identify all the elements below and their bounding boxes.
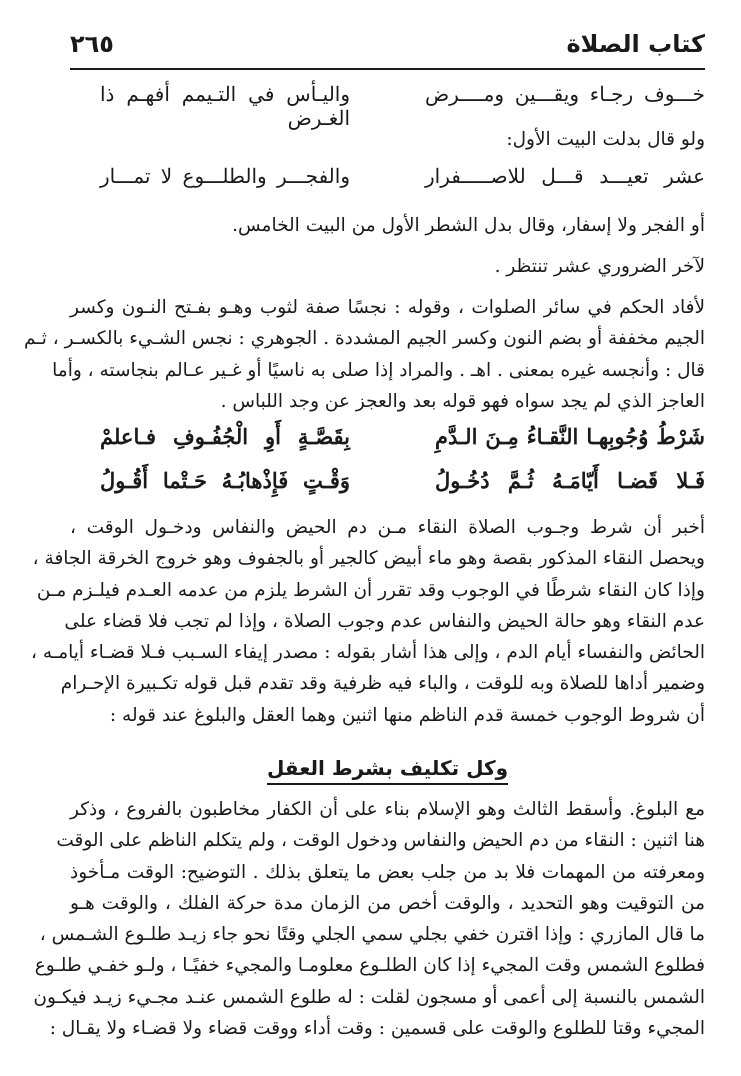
text-line: مع البلوغ. وأسقط الثالث وهو الإسلام بناء على أن الكفار مخاطبون بالفروع ، وذكر: [70, 799, 705, 820]
text-line: قال : وأنجسه غيره بمعنى . اهـ . والمراد إذا صلى به ناسيًا أو غـير عـالم بنجاسته ، وأما: [52, 359, 705, 381]
poem-verse: [70, 420, 705, 464]
text-line: وضمير أداها للصلاة وبه للوقت ، والباء فيه ظرفية وقد تقدم قبل قوله تكـبيرة الإحـرام: [60, 673, 705, 695]
text-line: وإذا كان النقاء شرطًا في الوجوب وقد تقرر أن الشرط يلزم من عدمه العـدم فيلـزم مـن: [36, 579, 705, 601]
page-number: ٢٦٥: [70, 30, 114, 58]
text-line: العاجز الذي لم يجد سواه فهو قوله بعد والعجز عن وجد اللباس .: [220, 390, 705, 412]
text-line: المجيء وقتا للطلوع والوقت على قسمين : وقت أداء ووقت قضاء ولا قضـاء ولا يقـال :: [49, 1018, 705, 1040]
text-line: هنا اثنين : النقاء من دم الحيض والنفاس ودخول الوقت ، ولم يتكلم الناظم على الوقت: [56, 830, 705, 852]
paragraph-6: [33, 794, 705, 1044]
text-line: ومعرفته من المهمات فلا بد من جلب بعض ما يتعلق بذلك . التوضيح: الوقت مـأخوذ: [70, 861, 705, 883]
poem-verse-2-hemistich-1: فَـلا قَضـا أَيّامَـهُ ثُـمَّ دُخُـولُ: [435, 468, 705, 493]
paragraph-5: [31, 512, 705, 731]
text-line: ما قال المازري : وإذا اقترن خفي بجلي سمي الجلي وقتًا نحو جاء زيـد طلـوع الشـمس ،: [39, 924, 705, 946]
poem-verse-1-hemistich-1: شَرْطُ وُجُوبِهـا النَّقـاءُ مِـنَ الـدَّمِ: [435, 424, 705, 449]
verse-2-hemistich-2: والفجـــر والطلـــوع لا تمـــار: [100, 164, 350, 188]
verse-1-hemistich-1: خـــوف رجـاء ويقـــين ومــــرض: [425, 82, 705, 106]
section-heading: [70, 756, 705, 792]
poem-verse-2-hemistich-2: وَقْـتٍ فَإِذْهابُـهُ حَـتْما أَقُـولُ: [100, 468, 350, 493]
paragraph-1: [70, 124, 705, 155]
book-title: كتاب الصلاة: [566, 30, 705, 58]
paragraph-4: [23, 292, 705, 417]
poem: [70, 420, 705, 508]
verse-1: [70, 78, 705, 130]
paragraph-3: [70, 251, 705, 282]
text-line: أن شروط الوجوب خمسة قدم الناظم منها اثنين وهما العقل والبلوغ عند قوله :: [109, 704, 705, 726]
paragraph-2: [70, 210, 705, 241]
poem-verse: [70, 464, 705, 508]
text-line: فطلوع الشمس وقت المجيء إذا كان الطلـوع معلومـا والمجيء خفيًـا ، ولـو خفـي طلـوع: [34, 955, 705, 977]
verse-2-hemistich-1: عشر تعيـــد قـــل للاصـــــفرار: [425, 164, 705, 188]
text-line: لآخر الضروري عشر تنتظر .: [494, 256, 705, 277]
text-line: الجيم مخففة أو بضم النون وكسر الجيم المشددة . الجوهري : نجس الشـيء بالكسـر ، ثـم: [23, 328, 705, 350]
section-heading-text: وكل تكليف بشرط العقل: [267, 756, 508, 785]
text-line: ويحصل النقاء المذكور بقصة وهو ماء أبيض كالجير أو بالجفوف وهو خروج الخرقة الجافة ،: [32, 548, 705, 570]
text-line: من التوقيت وهو التحديد ، والوقت أخص من الزمان مدة حركة الفلك ، والوقت هـو: [70, 892, 705, 914]
text-line: ولو قال بدلت البيت الأول:: [506, 129, 705, 150]
poem-verse-1-hemistich-2: بِقَصَّـةٍ أَوِ الْجُفُـوفِ فـاعلمْ: [100, 424, 350, 449]
text-line: الشمس بالنسبة إلى أعمى أو مسجون لقلت : له طلوع الشمس عنـد مجـيء زيـد فيكـون: [33, 986, 705, 1008]
verse-1-hemistich-2: واليـأس في التـيمم أفهـم ذا الغـرض: [100, 82, 350, 130]
text-line: أخبر أن شرط وجـوب الصلاة النقاء مـن دم الحيض والنفاس ودخـول الوقت ،: [70, 517, 705, 538]
text-line: لأفاد الحكم في سائر الصلوات ، وقوله : نجسًا صفة لثوب وهـو بفـتح النـون وكسر: [70, 297, 705, 318]
page-header: [70, 28, 705, 70]
text-line: عدم النقاء وهو حالة الحيض والنفاس عدم وجوب الصلاة ، وإذا لم تجب فلا قضاء على: [64, 610, 705, 632]
verse-2: [70, 160, 705, 198]
text-line: أو الفجر ولا إسفار، وقال بدل الشطر الأول من البيت الخامس.: [232, 215, 705, 236]
text-line: الحائض والنفساء أيام الدم ، وإلى هذا أشار بقوله : مصدر إيفاء السـبب فـلا قضـاء أيامـه ،: [31, 642, 705, 664]
